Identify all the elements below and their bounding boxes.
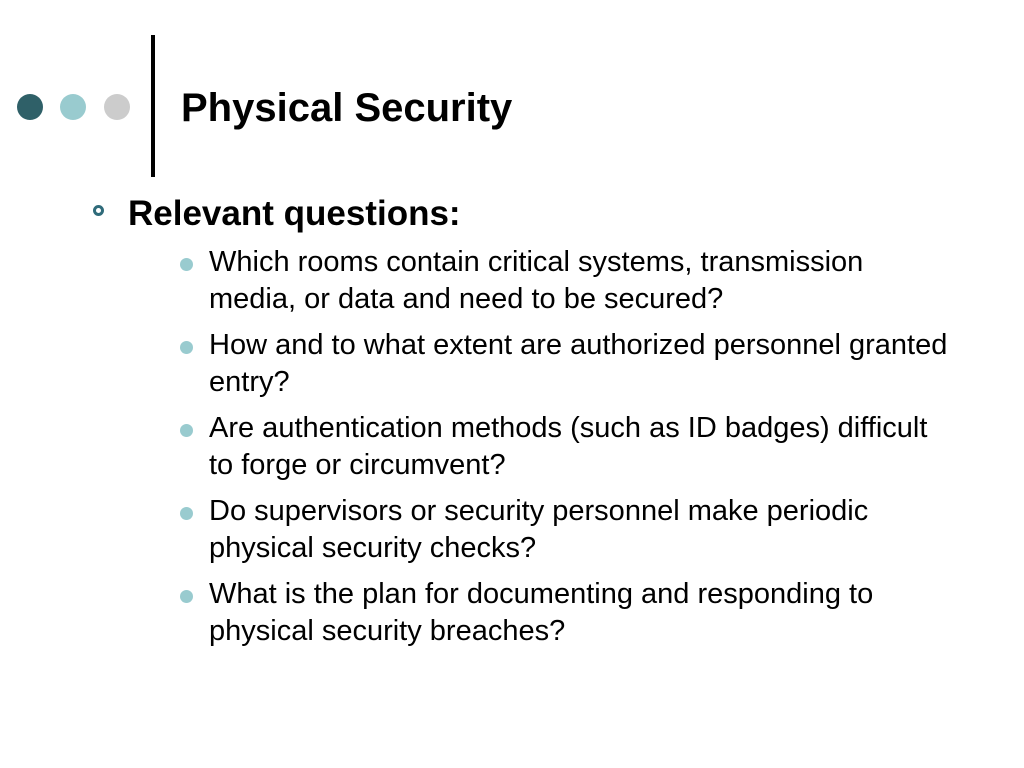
list-item <box>172 410 950 484</box>
decorative-dot-dark <box>17 94 43 120</box>
title-divider <box>151 35 155 177</box>
question-text: What is the plan for documenting and responding to physical security breaches? <box>209 578 874 647</box>
dot-bullet-icon <box>180 258 193 271</box>
list-item <box>172 576 950 650</box>
dot-bullet-icon <box>180 341 193 354</box>
question-text: How and to what extent are authorized personnel granted entry? <box>209 329 948 398</box>
question-text: Are authentication methods (such as ID badges) difficult to forge or circumvent? <box>209 412 928 481</box>
questions-list <box>128 244 950 650</box>
dot-bullet-icon <box>180 590 193 603</box>
ring-bullet-icon <box>93 205 104 216</box>
section-heading: Relevant questions: <box>128 194 461 233</box>
decorative-dot-teal <box>60 94 86 120</box>
question-text: Do supervisors or security personnel make periodic physical security checks? <box>209 495 869 564</box>
bullet-level-1 <box>90 192 950 650</box>
dot-bullet-icon <box>180 507 193 520</box>
list-item <box>172 493 950 567</box>
dot-bullet-icon <box>180 424 193 437</box>
slide-content <box>90 192 950 659</box>
list-item <box>172 244 950 318</box>
question-text: Which rooms contain critical systems, transmission media, or data and need to be secured? <box>209 246 864 315</box>
decorative-dot-gray <box>104 94 130 120</box>
list-item <box>172 327 950 401</box>
slide-title: Physical Security <box>181 86 513 130</box>
